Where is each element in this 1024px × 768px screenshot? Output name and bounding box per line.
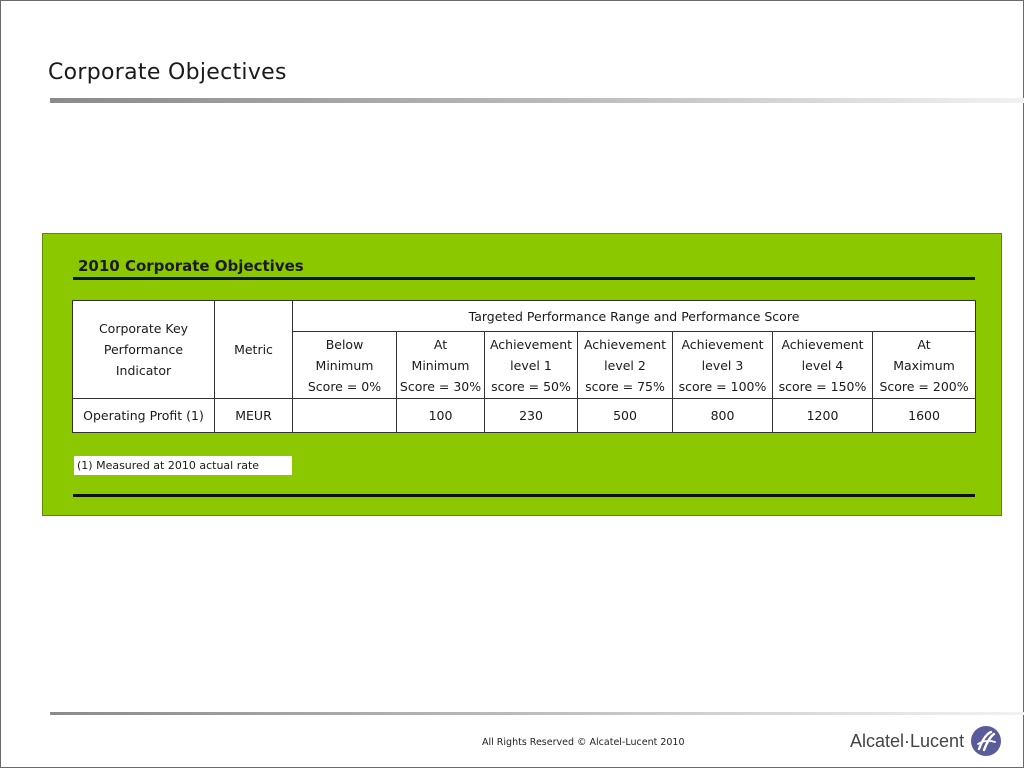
range-header: Targeted Performance Range and Performance Score	[293, 301, 976, 332]
value-cell: 230	[485, 399, 578, 433]
kpi-cell: Operating Profit (1)	[73, 399, 215, 433]
alcatel-lucent-logo-icon	[970, 725, 1002, 757]
column-header: Achievement level 2 score = 75%	[578, 332, 673, 399]
column-header: At Minimum Score = 30%	[397, 332, 485, 399]
column-header: Achievement level 4 score = 150%	[773, 332, 873, 399]
logo-text: Alcatel·Lucent	[850, 730, 965, 751]
objectives-table	[72, 300, 976, 433]
title-divider	[50, 98, 1024, 103]
panel-divider-top	[73, 277, 975, 280]
value-cell: 100	[397, 399, 485, 433]
kpi-header: Corporate Key Performance Indicator	[73, 301, 215, 399]
value-cell: 800	[673, 399, 773, 433]
column-header: Below Minimum Score = 0%	[293, 332, 397, 399]
table-row	[73, 399, 976, 433]
value-cell	[293, 399, 397, 433]
footnote: (1) Measured at 2010 actual rate	[74, 456, 292, 475]
metric-cell: MEUR	[215, 399, 293, 433]
copyright-text: All Rights Reserved © Alcatel-Lucent 2010	[482, 737, 685, 748]
panel-divider-bottom	[73, 494, 975, 497]
value-cell: 1600	[873, 399, 976, 433]
slide-title: Corporate Objectives	[48, 60, 287, 85]
company-logo	[850, 725, 1002, 757]
panel-title: 2010 Corporate Objectives	[78, 257, 304, 275]
value-cell: 1200	[773, 399, 873, 433]
metric-header: Metric	[215, 301, 293, 399]
value-cell: 500	[578, 399, 673, 433]
footer-divider	[50, 712, 1024, 715]
column-header: At Maximum Score = 200%	[873, 332, 976, 399]
column-header: Achievement level 3 score = 100%	[673, 332, 773, 399]
column-header: Achievement level 1 score = 50%	[485, 332, 578, 399]
